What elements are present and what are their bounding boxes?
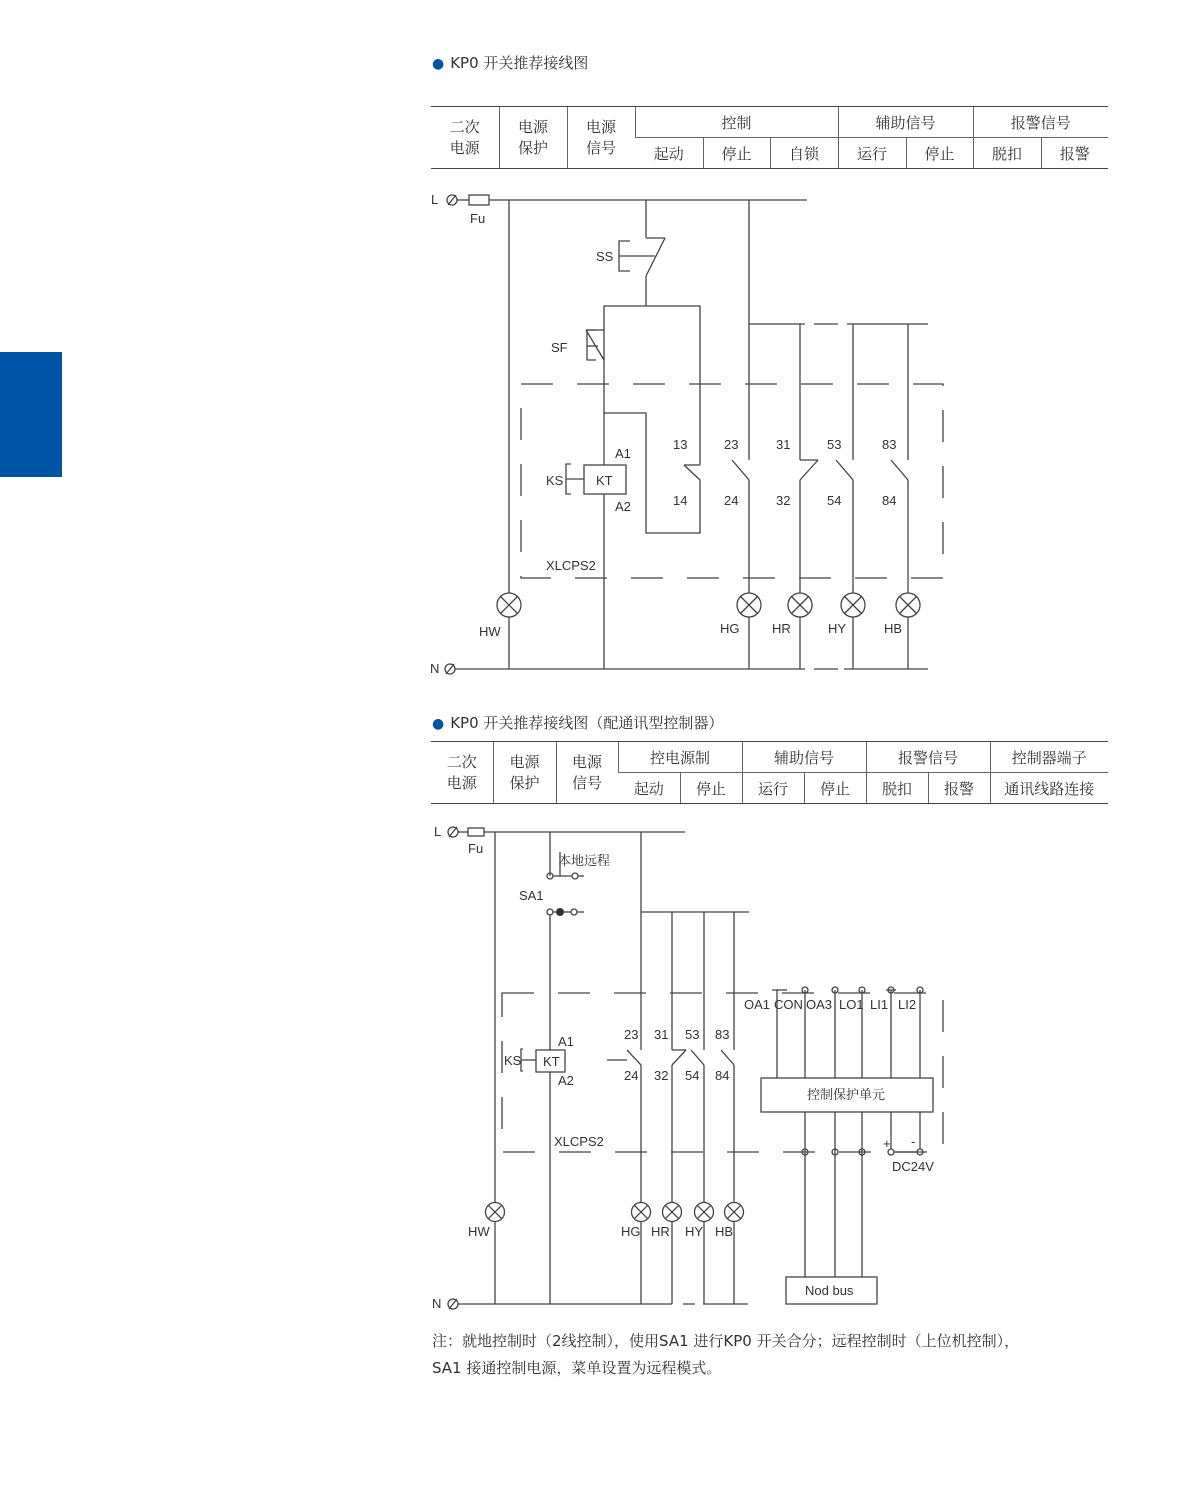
label-hg-2: HG <box>621 1224 641 1239</box>
label-ss: SS <box>596 249 614 264</box>
footnote-line-1: 注：就地控制时（2线控制），使用SA1 进行KP0 开关合分；远程控制时（上位机控制）， <box>432 1332 1020 1350</box>
label-t23-2: 23 <box>624 1027 639 1042</box>
label-bus: Nod bus <box>805 1283 854 1298</box>
label-l-1: L <box>431 192 439 207</box>
lamp-hb-icon <box>896 593 920 617</box>
lamp-hb-icon <box>725 1203 744 1222</box>
aux-run-2: 运行 <box>742 773 804 804</box>
n-rail-1 <box>445 664 928 674</box>
col-power-signal-2-text: 电源 信号 <box>571 752 602 792</box>
label-sa1: SA1 <box>519 888 544 903</box>
label-t13: 13 <box>673 437 688 452</box>
label-t54-2: 54 <box>685 1068 700 1083</box>
label-hr-2: HR <box>651 1224 670 1239</box>
aux-stop: 停止 <box>906 138 973 169</box>
label-kt-1: KT <box>596 473 613 488</box>
section-title-2-text: KP0 开关推荐接线图（配通讯型控制器） <box>450 714 724 732</box>
label-ks-1: KS <box>546 473 564 488</box>
col-power-signal-text: 电源 信号 <box>585 117 616 157</box>
diagram-1 <box>430 192 943 676</box>
diagram-2 <box>432 824 943 1311</box>
sf-pushbutton <box>586 330 604 360</box>
label-hw-2: HW <box>468 1224 490 1239</box>
label-t83-2: 83 <box>715 1027 730 1042</box>
label-t32-2: 32 <box>654 1068 669 1083</box>
label-hb-2: HB <box>715 1224 734 1239</box>
label-t84-2: 84 <box>715 1068 730 1083</box>
label-lo1: LO1 <box>839 997 864 1012</box>
col-secondary-power-2-text: 二次 电源 <box>446 752 477 792</box>
fuse-icon <box>468 828 484 836</box>
lamp-hy-icon <box>841 593 865 617</box>
alarm-trip-2: 脱扣 <box>866 773 928 804</box>
aux-stop-2: 停止 <box>804 773 866 804</box>
label-oa1: OA1 <box>744 997 771 1012</box>
lamp-hr-icon <box>663 1203 682 1222</box>
lamp-hw-icon <box>486 1203 505 1222</box>
label-a2-1: A2 <box>615 499 631 514</box>
col-power-protection-text: 电源 保护 <box>517 117 548 157</box>
label-sf: SF <box>551 340 568 355</box>
label-unit: 控制保护单元 <box>807 1087 886 1102</box>
lamp-hw-icon <box>497 593 521 617</box>
label-t84-1: 84 <box>882 493 897 508</box>
group-aux-2: 辅助信号 <box>742 742 866 773</box>
label-hy-1: HY <box>828 621 847 636</box>
label-xlcps2-2: XLCPS2 <box>554 1134 604 1149</box>
alarm-alarm: 报警 <box>1041 138 1108 169</box>
control-start-2: 起动 <box>618 773 680 804</box>
label-a1-1: A1 <box>615 446 631 461</box>
fuse-icon <box>469 195 489 205</box>
group-control-2: 控电源制 <box>618 742 742 773</box>
switch-contact-dot <box>557 909 564 916</box>
label-t24-1: 24 <box>724 493 739 508</box>
control-selflock: 自锁 <box>770 138 838 169</box>
label-fu-1: Fu <box>470 211 486 226</box>
label-t53-1: 53 <box>827 437 842 452</box>
alarm-alarm-2: 报警 <box>928 773 990 804</box>
label-con: CON <box>774 997 803 1012</box>
section-title-1-text: KP0 开关推荐接线图 <box>450 54 589 72</box>
control-start: 起动 <box>635 138 703 169</box>
label-t83-1: 83 <box>882 437 897 452</box>
lamp-hr-icon <box>788 593 812 617</box>
label-n-2: N <box>432 1296 442 1311</box>
label-l-2: L <box>434 824 442 839</box>
label-t24-2: 24 <box>624 1068 639 1083</box>
control-stop: 停止 <box>703 138 770 169</box>
label-minus: - <box>911 1134 916 1149</box>
label-ks-2: KS <box>504 1053 522 1068</box>
terminal-comm-2: 通讯线路连接 <box>990 773 1108 804</box>
alarm-trip: 脱扣 <box>973 138 1041 169</box>
label-n-1: N <box>430 661 440 676</box>
label-oa3: OA3 <box>806 997 833 1012</box>
bullet-icon: ● <box>432 56 445 72</box>
label-xlcps2-1: XLCPS2 <box>546 558 596 573</box>
label-hy-2: HY <box>685 1224 704 1239</box>
label-local-remote: 本地远程 <box>558 853 611 868</box>
label-hr-1: HR <box>772 621 791 636</box>
label-a2-2: A2 <box>558 1073 574 1088</box>
label-t14: 14 <box>673 493 688 508</box>
label-dc24v: DC24V <box>892 1159 934 1174</box>
label-kt-2: KT <box>543 1054 560 1069</box>
label-t31-2: 31 <box>654 1027 669 1042</box>
label-t23-1: 23 <box>724 437 739 452</box>
label-a1-2: A1 <box>558 1034 574 1049</box>
group-aux: 辅助信号 <box>838 107 973 138</box>
group-alarm: 报警信号 <box>973 107 1108 138</box>
col-secondary-power-text: 二次 电源 <box>449 117 480 157</box>
label-t32-1: 32 <box>776 493 791 508</box>
label-hw-1: HW <box>479 624 501 639</box>
l-rail-1 <box>447 195 807 205</box>
col-power-protection-2-text: 电源 保护 <box>509 752 540 792</box>
control-stop-2: 停止 <box>680 773 742 804</box>
group-terminal-2: 控制器端子 <box>990 742 1108 773</box>
aux-run: 运行 <box>838 138 906 169</box>
group-alarm-2: 报警信号 <box>866 742 990 773</box>
label-li2: LI2 <box>898 997 917 1012</box>
footnote-line-2: SA1 接通控制电源，菜单设置为远程模式。 <box>432 1359 722 1377</box>
label-li1: LI1 <box>870 997 889 1012</box>
lamp-hg-icon <box>632 1203 651 1222</box>
label-fu-2: Fu <box>468 841 484 856</box>
label-hg-1: HG <box>720 621 740 636</box>
label-plus: + <box>883 1136 891 1151</box>
label-t31-1: 31 <box>776 437 791 452</box>
label-t54-1: 54 <box>827 493 842 508</box>
footnote <box>432 1328 1132 1382</box>
ss-pushbutton <box>619 200 665 306</box>
lamp-hg-icon <box>737 593 761 617</box>
lamp-hy-icon <box>695 1203 714 1222</box>
group-control: 控制 <box>635 107 838 138</box>
label-hb-1: HB <box>884 621 903 636</box>
label-t53-2: 53 <box>685 1027 700 1042</box>
bullet-icon: ● <box>432 716 445 732</box>
